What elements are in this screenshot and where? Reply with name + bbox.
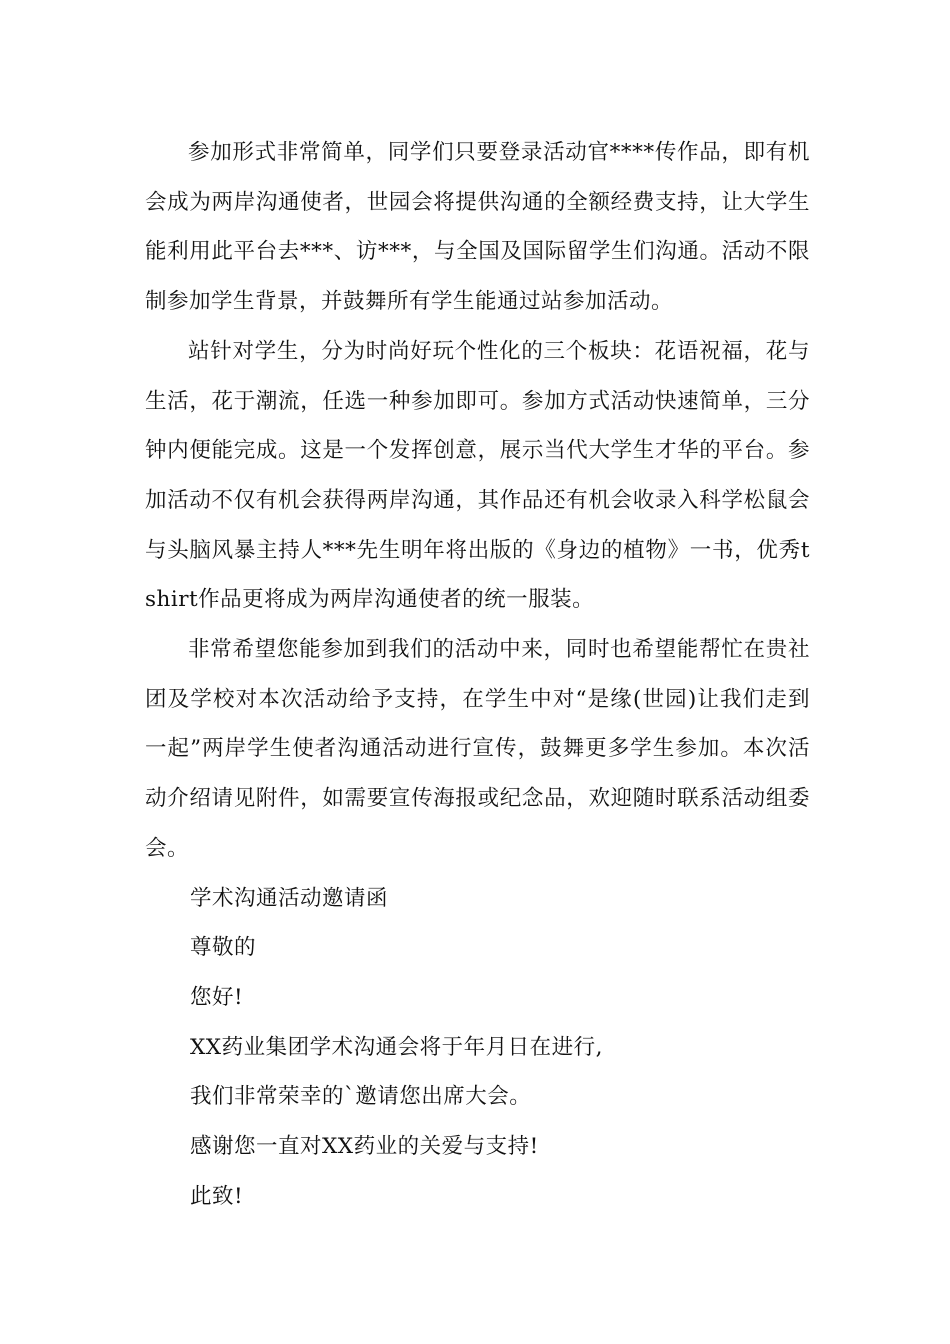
invitation-thanks-line: 感谢您一直对XX药业的关爱与支持! xyxy=(190,1134,539,1160)
invitation-honor-line: 我们非常荣幸的`邀请您出席大会。 xyxy=(190,1084,532,1110)
invitation-closing: 此致! xyxy=(190,1183,244,1209)
paragraph-sections: 站针对学生，分为时尚好玩个性化的三个板块：花语祝福，花与生活，花于潮流，任选一种参加即可。参加方式活动快速简单，三分钟内便能完成。这是一个发挥创意，展示当代大学生才华的平台。参加活动不仅有机会获得两岸沟通，其作品还有机会收录入科学松鼠会与头脑风暴主持人***先生明年将出版的《身边的植物》一书，优秀tshirt作品更将成为两岸沟通使者的统一服装。 xyxy=(145,338,810,613)
invitation-title: 学术沟通活动邀请函 xyxy=(190,885,389,911)
invitation-meeting-line: XX药业集团学术沟通会将于年月日在进行, xyxy=(190,1034,603,1060)
invitation-salutation: 尊敬的 xyxy=(190,935,257,961)
paragraph-request-support: 非常希望您能参加到我们的活动中来，同时也希望能帮忙在贵社团及学校对本次活动给予支持，在学生中对“是缘(世园)让我们走到一起”两岸学生使者沟通活动进行宣传，鼓舞更多学生参加。本次活动介绍请见附件，如需要宣传海报或纪念品，欢迎随时联系活动组委会。 xyxy=(145,637,810,861)
document-body xyxy=(145,128,810,1221)
paragraph-participation: 参加形式非常简单，同学们只要登录活动官****传作品，即有机会成为两岸沟通使者，世园会将提供沟通的全额经费支持，让大学生能利用此平台去***、访***，与全国及国际留学生们沟通。活动不限制参加学生背景，并鼓舞所有学生能通过站参加活动。 xyxy=(145,140,810,315)
invitation-greeting: 您好! xyxy=(190,984,244,1010)
